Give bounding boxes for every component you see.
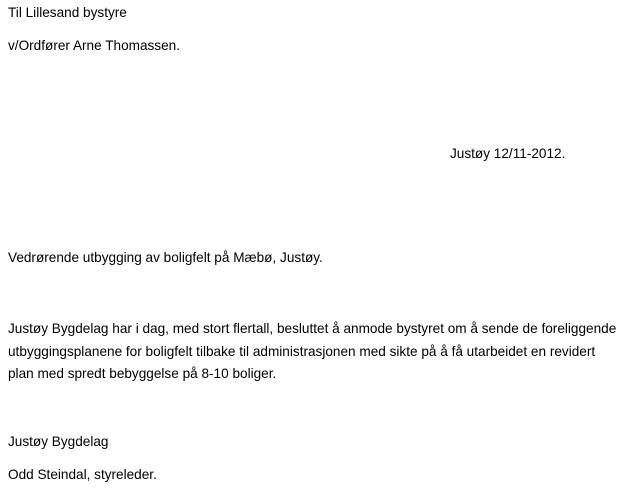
letter-body-line: Justøy Bygdelag har i dag, med stort flertall, besluttet å anmode bystyret om å sende de foreliggende bbox=[8, 321, 617, 336]
letter-body-line: plan med spredt bebyggelse på 8-10 boliger. bbox=[8, 366, 277, 381]
letter-body bbox=[8, 318, 634, 386]
letter-place-date: Justøy 12/11-2012. bbox=[450, 146, 566, 161]
letter-recipient: Til Lillesand bystyre bbox=[8, 5, 127, 20]
letter-attention: v/Ordfører Arne Thomassen. bbox=[8, 38, 180, 53]
letter-sender-org: Justøy Bygdelag bbox=[8, 434, 109, 449]
letter-subject: Vedrørende utbygging av boligfelt på Mæbø, Justøy. bbox=[8, 250, 323, 265]
letter-signature: Odd Steindal, styreleder. bbox=[8, 467, 157, 482]
letter-body-line: utbyggingsplanene for boligfelt tilbake til administrasjonen med sikte på å få utarbeidet en revidert bbox=[8, 343, 596, 359]
